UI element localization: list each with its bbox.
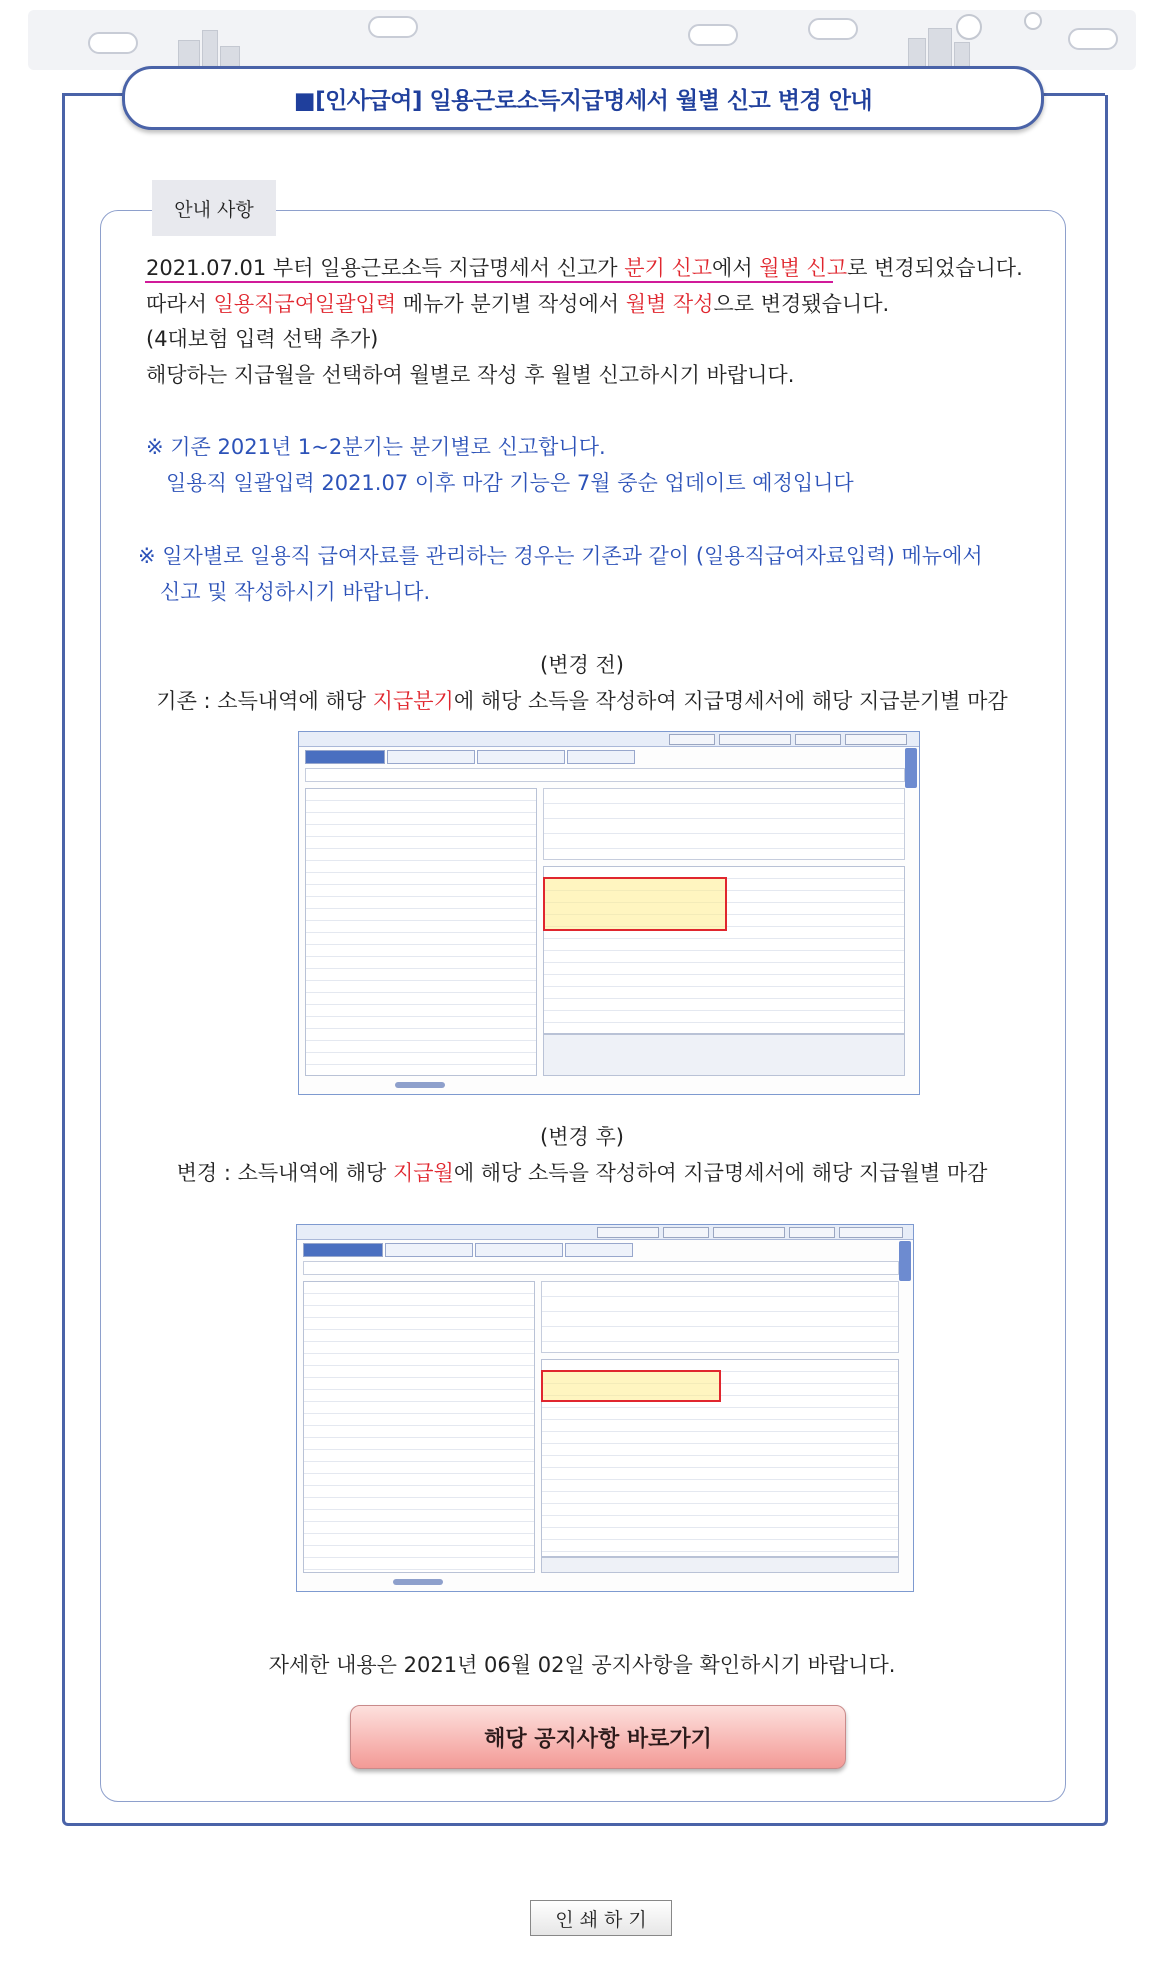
- intro-line-1: 2021.07.01 부터 일용근로소득 지급명세서 신고가 분기 신고에서 월별 신고로 변경되었습니다.: [146, 256, 1023, 280]
- print-button[interactable]: 인 쇄 하 기: [530, 1900, 672, 1936]
- before-description: 기존 : 소득내역에 해당 지급분기에 해당 소득을 작성하여 지급명세서에 해당 지급분기별 마감: [156, 689, 1008, 713]
- intro-line-2: 따라서 일용직급여일괄입력 메뉴가 분기별 작성에서 월별 작성으로 변경됐습니다.: [146, 292, 890, 316]
- notice-section-tab: 안내 사항: [152, 180, 276, 236]
- footer-note: 자세한 내용은 2021년 06월 02일 공지사항을 확인하시기 바랍니다.: [268, 1653, 896, 1677]
- note-2-line-1: ※ 일자별로 일용직 급여자료를 관리하는 경우는 기존과 같이 (일용직급여자료입력) 메뉴에서: [138, 544, 983, 568]
- highlight-quarter-rows: [543, 877, 727, 931]
- note-1-line-1: ※ 기존 2021년 1~2분기는 분기별로 신고합니다.: [146, 435, 606, 459]
- intro-underline: [145, 281, 833, 283]
- cloud-icon: [1068, 28, 1118, 50]
- notice-title-banner: [122, 66, 1044, 130]
- header-illustration: [28, 10, 1136, 70]
- cloud-icon: [688, 24, 738, 46]
- note-1-line-2: 일용직 일괄입력 2021.07 이후 마감 기능은 7월 중순 업데이트 예정입니다: [166, 471, 854, 495]
- go-to-notice-button[interactable]: 해당 공지사항 바로가기: [350, 1705, 846, 1769]
- note-2-line-2: 신고 및 작성하시기 바랍니다.: [160, 580, 431, 604]
- frame-top-right: [1036, 93, 1105, 96]
- frame-top-left: [62, 93, 124, 96]
- after-description: 변경 : 소득내역에 해당 지급월에 해당 소득을 작성하여 지급명세서에 해당 지급월별 마감: [176, 1161, 988, 1185]
- balloon-icon: [1024, 12, 1042, 30]
- after-heading: (변경 후): [540, 1125, 624, 1149]
- cloud-icon: [808, 18, 858, 40]
- screenshot-after: [296, 1224, 914, 1592]
- building-icon: [202, 30, 218, 70]
- cloud-icon: [88, 32, 138, 54]
- before-heading: (변경 전): [540, 653, 624, 677]
- screenshot-before: [298, 731, 920, 1095]
- hot-air-balloon-icon: [956, 14, 982, 40]
- cloud-icon: [368, 16, 418, 38]
- building-icon: [928, 28, 952, 70]
- highlight-month-row: [541, 1370, 721, 1402]
- intro-line-3: (4대보험 입력 선택 추가): [146, 327, 379, 351]
- page-title: ■[인사급여] 일용근로소득지급명세서 월별 신고 변경 안내: [293, 87, 873, 114]
- intro-line-4: 해당하는 지급월을 선택하여 월별로 작성 후 월별 신고하시기 바랍니다.: [146, 363, 795, 387]
